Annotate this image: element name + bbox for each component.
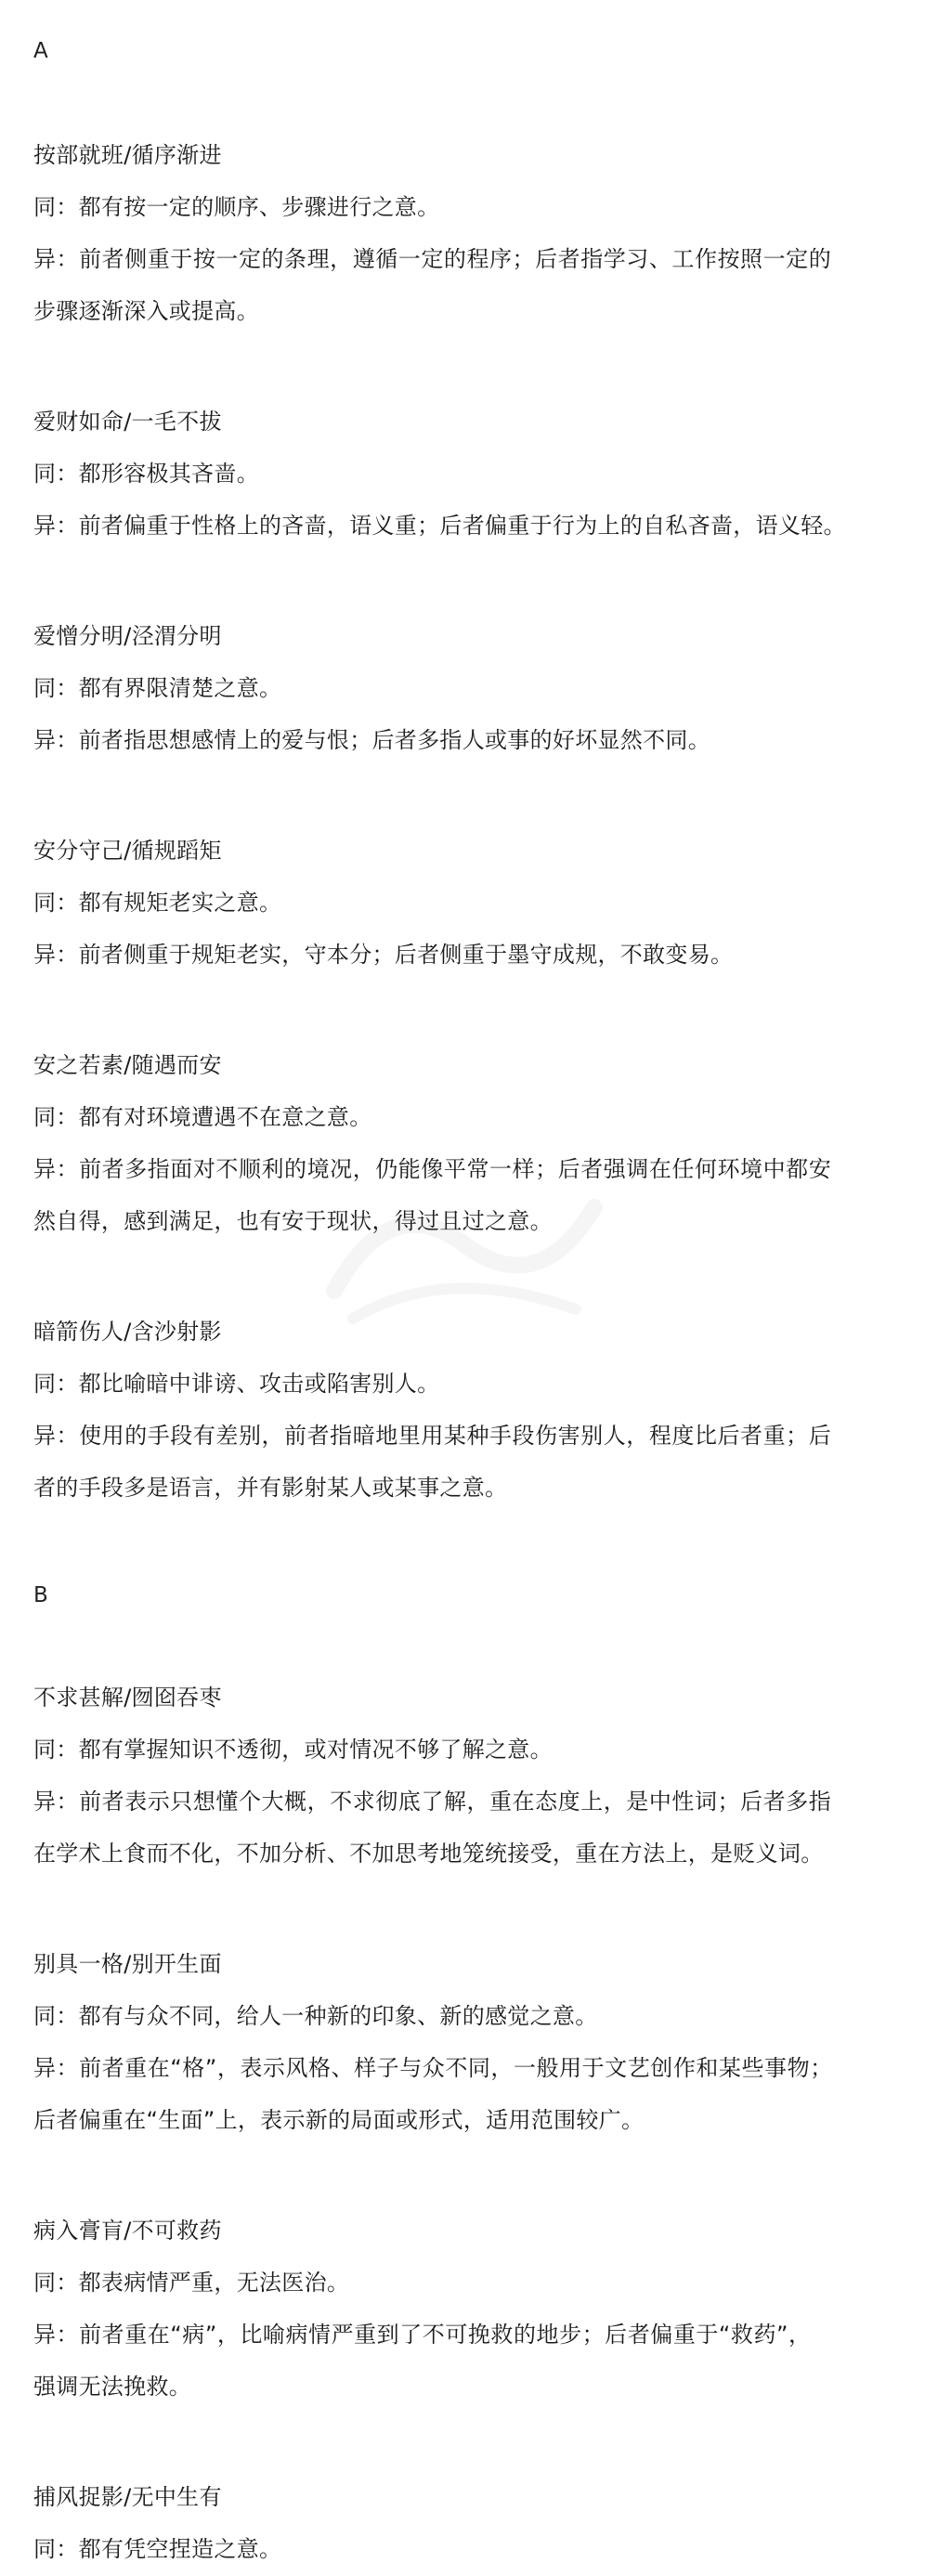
entry-diff-line: 强调无法挽救。	[33, 2374, 192, 2400]
entry-diff-line: 异：前者重在“格”，表示风格、样子与众不同，一般用于文艺创作和某些事物；	[33, 2055, 833, 2081]
entry-diff-line: 在学术上食而不化，不加分析、不加思考地笼统接受，重在方法上，是贬义词。	[33, 1841, 824, 1867]
entry-diff-line: 异：前者指思想感情上的爱与恨；后者多指人或事的好坏显然不同。	[33, 727, 710, 753]
entry-title: 捕风捉影/无中生有	[33, 2484, 222, 2510]
entry-same: 同：都有按一定的顺序、步骤进行之意。	[33, 194, 440, 220]
entry-same: 同：都比喻暗中诽谤、攻击或陷害别人。	[33, 1371, 440, 1397]
entry-title: 暗箭伤人/含沙射影	[33, 1319, 222, 1345]
entry-same: 同：都有对环境遭遇不在意之意。	[33, 1104, 372, 1130]
entry-same: 同：都有凭空捏造之意。	[33, 2536, 282, 2562]
entry-title: 按部就班/循序渐进	[33, 142, 222, 168]
section-letter-a: A	[33, 39, 48, 63]
entry-diff-line: 异：前者偏重于性格上的吝啬，语义重；后者偏重于行为上的自私吝啬，语义轻。	[33, 513, 846, 539]
entry-title: 别具一格/别开生面	[33, 1951, 222, 1977]
entry-diff-line: 异：前者侧重于规矩老实，守本分；后者侧重于墨守成规，不敢变易。	[33, 942, 734, 968]
entry-diff-line: 然自得，感到满足，也有安于现状，得过且过之意。	[33, 1208, 553, 1234]
section-letter-b: B	[33, 1583, 48, 1607]
entry-same: 同：都有与众不同，给人一种新的印象、新的感觉之意。	[33, 2003, 598, 2029]
entry-same: 同：都有规矩老实之意。	[33, 890, 282, 916]
entry-diff-line: 步骤逐渐深入或提高。	[33, 298, 259, 324]
entry-diff-line: 异：前者表示只想懂个大概，不求彻底了解，重在态度上，是中性词；后者多指	[33, 1789, 832, 1815]
entry-title: 病入膏肓/不可救药	[33, 2218, 222, 2244]
entry-title: 安之若素/随遇而安	[33, 1052, 222, 1078]
entry-diff-line: 者的手段多是语言，并有影射某人或某事之意。	[33, 1475, 508, 1501]
entry-same: 同：都有界限清楚之意。	[33, 675, 282, 701]
entry-title: 不求甚解/囫囵吞枣	[33, 1685, 222, 1711]
entry-same: 同：都表病情严重，无法医治。	[33, 2270, 350, 2296]
entry-same: 同：都有掌握知识不透彻，或对情况不够了解之意。	[33, 1737, 553, 1763]
entry-title: 爱财如命/一毛不拔	[33, 409, 222, 435]
entry-diff-line: 异：前者重在“病”，比喻病情严重到了不可挽救的地步；后者偏重于“救药”，	[33, 2322, 812, 2348]
entry-diff-line: 异：前者多指面对不顺利的境况，仍能像平常一样；后者强调在任何环境中都安	[33, 1156, 832, 1182]
entry-diff-line: 异：使用的手段有差别，前者指暗地里用某种手段伤害别人，程度比后者重；后	[33, 1423, 832, 1449]
entry-diff-line: 异：前者侧重于按一定的条理，遵循一定的程序；后者指学习、工作按照一定的	[33, 246, 832, 272]
entry-title: 安分守己/循规蹈矩	[33, 838, 222, 864]
entry-title: 爱憎分明/泾渭分明	[33, 623, 222, 649]
entry-diff-line: 后者偏重在“生面”上，表示新的局面或形式，适用范围较广。	[33, 2107, 645, 2133]
entry-same: 同：都形容极其吝啬。	[33, 461, 259, 487]
